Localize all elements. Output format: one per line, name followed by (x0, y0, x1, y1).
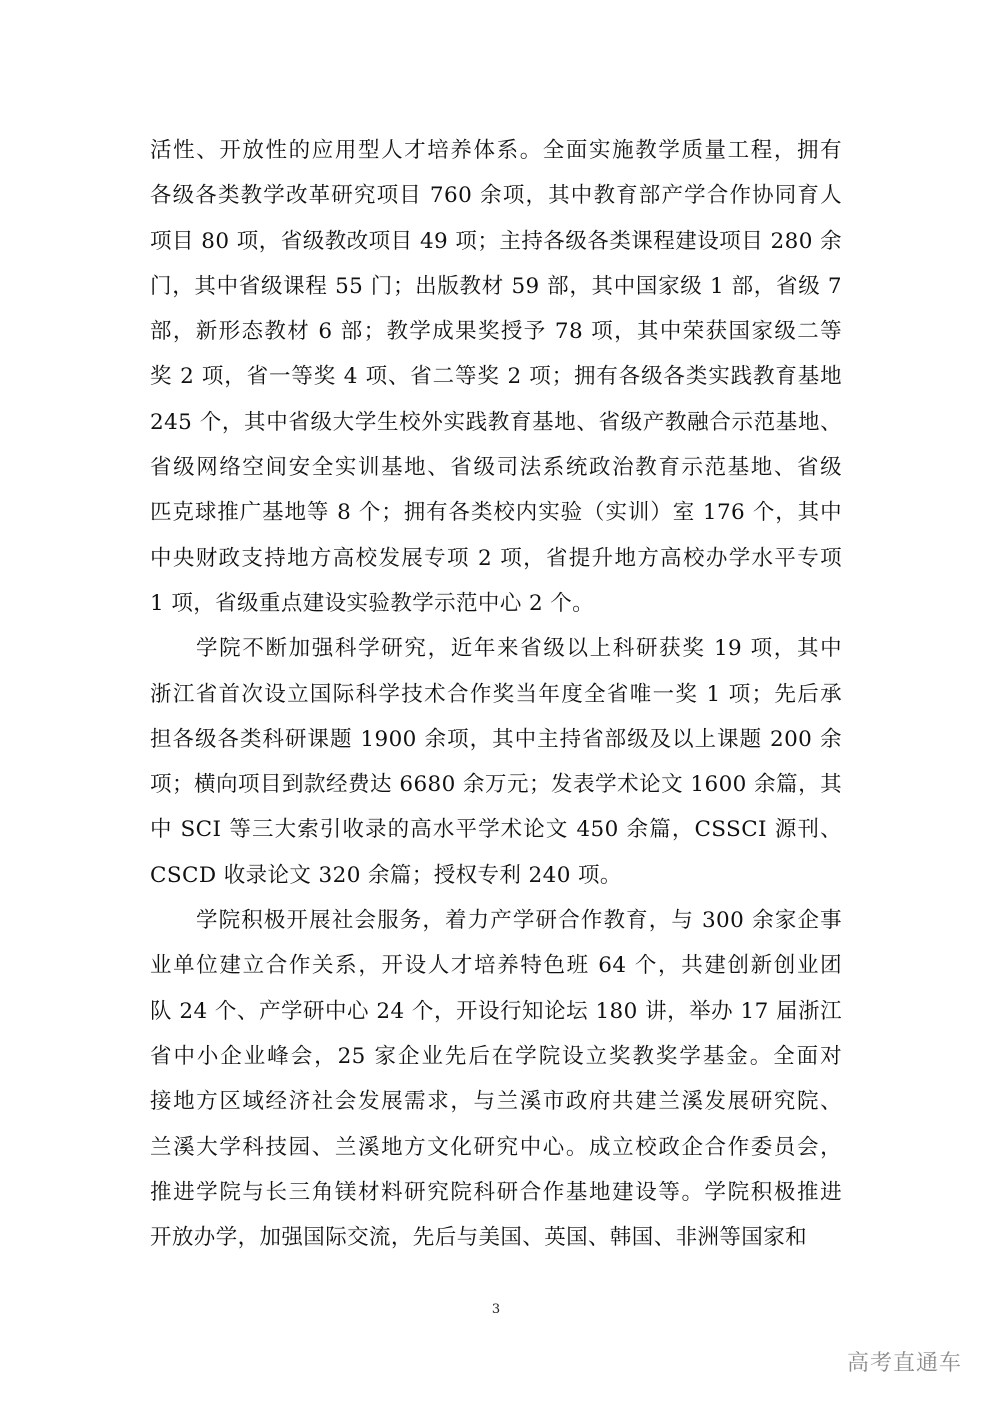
text-line: 业单位建立合作关系，开设人才培养特色班 64 个，共建创新创业团 (150, 953, 842, 979)
text-line: 学院积极开展社会服务，着力产学研合作教育，与 300 余家企事 (196, 908, 842, 934)
text-line: 匹克球推广基地等 8 个；拥有各类校内实验（实训）室 176 个，其中 (150, 500, 842, 526)
text-line: 项；横向项目到款经费达 6680 余万元；发表学术论文 1600 余篇，其 (150, 772, 842, 798)
text-line: 推进学院与长三角镁材料研究院科研合作基地建设等。学院积极推进 (150, 1179, 842, 1205)
text-line: 部，新形态教材 6 部；教学成果奖授予 78 项，其中荣获国家级二等 (150, 319, 842, 345)
text-line: 开放办学，加强国际交流，先后与美国、英国、韩国、非洲等国家和 (150, 1225, 808, 1251)
text-line: 中央财政支持地方高校发展专项 2 项，省提升地方高校办学水平专项 (150, 545, 842, 571)
page-number: 3 (491, 1302, 501, 1317)
text-line: 门，其中省级课程 55 门；出版教材 59 部，其中国家级 1 部，省级 7 (150, 273, 842, 299)
text-line: 担各级各类科研课题 1900 余项，其中主持省部级及以上课题 200 余 (150, 726, 842, 752)
text-line: 接地方区域经济社会发展需求，与兰溪市政府共建兰溪发展研究院、 (150, 1089, 842, 1115)
text-line: 中 SCI 等三大索引收录的高水平学术论文 450 余篇，CSSCI 源刊、 (150, 817, 842, 843)
text-line: 项目 80 项，省级教改项目 49 项；主持各级各类课程建设项目 280 余 (150, 228, 842, 254)
text-line: 省中小企业峰会，25 家企业先后在学院设立奖教奖学基金。全面对 (150, 1043, 842, 1069)
text-line: 学院不断加强科学研究，近年来省级以上科研获奖 19 项，其中 (196, 636, 842, 662)
text-line: 各级各类教学改革研究项目 760 余项，其中教育部产学合作协同育人 (150, 183, 842, 209)
text-line: CSCD 收录论文 320 余篇；授权专利 240 项。 (150, 862, 622, 888)
text-line: 省级网络空间安全实训基地、省级司法系统政治教育示范基地、省级 (150, 455, 842, 481)
text-line: 队 24 个、产学研中心 24 个，开设行知论坛 180 讲，举办 17 届浙江 (150, 998, 842, 1024)
text-line: 奖 2 项，省一等奖 4 项、省二等奖 2 项；拥有各级各类实践教育基地 (150, 364, 842, 390)
text-line: 1 项，省级重点建设实验教学示范中心 2 个。 (150, 590, 595, 616)
paragraph (150, 128, 842, 626)
text-line: 活性、开放性的应用型人才培养体系。全面实施教学质量工程，拥有 (150, 138, 842, 163)
text-line: 兰溪大学科技园、兰溪地方文化研究中心。成立校政企合作委员会， (150, 1134, 842, 1160)
text-line: 浙江省首次设立国际科学技术合作奖当年度全省唯一奖 1 项；先后承 (150, 681, 842, 707)
text-line: 245 个，其中省级大学生校外实践教育基地、省级产教融合示范基地、 (150, 409, 842, 435)
document-body (150, 128, 842, 1260)
paragraph (150, 626, 842, 898)
paragraph (150, 898, 842, 1260)
watermark-logo-text: 高考直通车 (846, 1351, 962, 1376)
